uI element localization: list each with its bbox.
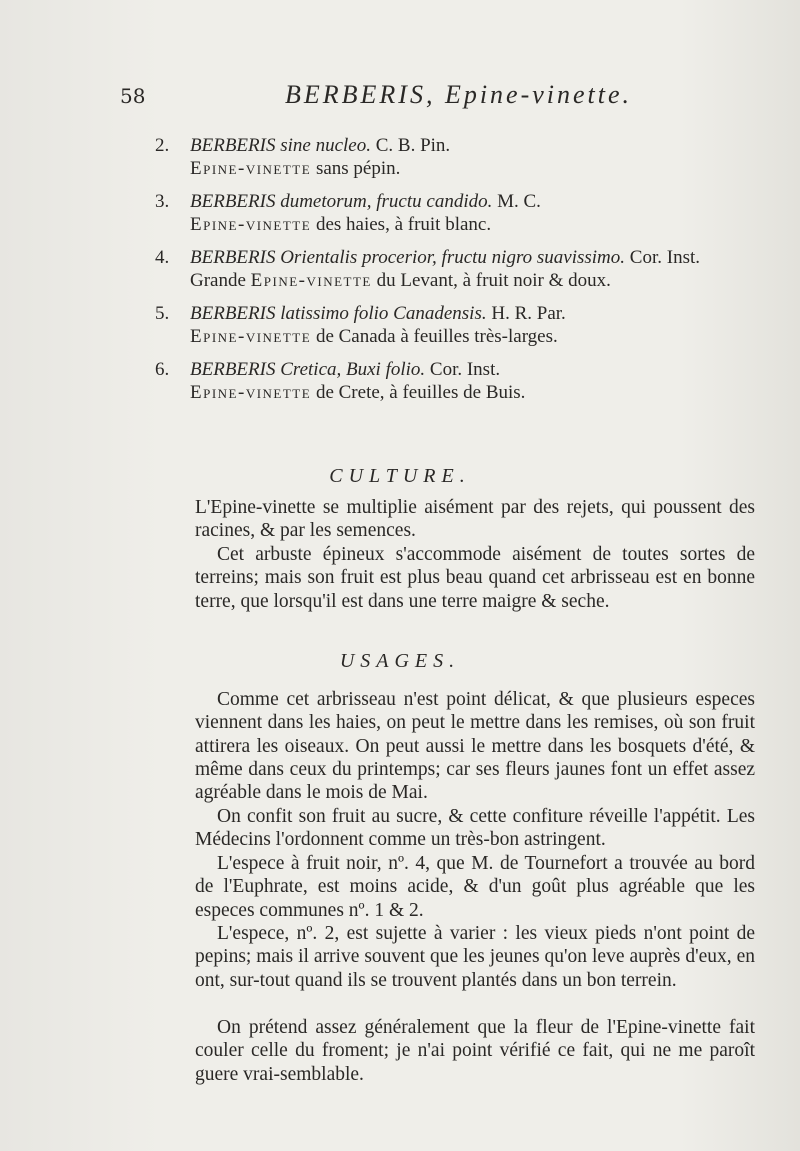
species-latin-name: BERBERIS sine nucleo. (190, 135, 371, 156)
species-author: M. C. (497, 191, 541, 212)
species-latin-name: BERBERIS dumetorum, fructu candido. (190, 191, 493, 212)
usages-paragraph-5: On prétend assez généralement que la fleur de l'Epine-vinette fait couler celle du froment; je n'ai point vérifié ce fait, qui ne me paroît guere vrai-semblable. (195, 1017, 755, 1085)
species-entry (155, 302, 750, 348)
page-number: 58 (120, 84, 146, 108)
species-entry (155, 190, 750, 236)
species-author: H. R. Par. (491, 303, 566, 324)
species-number: 3. (155, 191, 170, 212)
species-entry (155, 246, 750, 292)
species-number: 4. (155, 247, 170, 268)
species-french-name: Epine-vinette de Canada à feuilles très-larges. (190, 326, 558, 347)
species-list (155, 134, 750, 414)
species-entry (155, 134, 750, 180)
species-latin-name: BERBERIS Cretica, Buxi folio. (190, 359, 426, 380)
species-french-name: Epine-vinette des haies, à fruit blanc. (190, 214, 492, 235)
species-number: 6. (155, 359, 170, 380)
usages-paragraph-2: On confit son fruit au sucre, & cette confiture réveille l'appétit. Les Médecins l'ordonnent comme un très-bon astringent. (195, 806, 755, 851)
usages-paragraph-4: L'espece, nº. 2, est sujette à varier : les vieux pieds n'ont point de pepins; mais il arrive souvent que les jeunes qu'on leve auprès d'eux, en ont, sur-tout quand ils se trouvent plantés dans un bon terrein. (195, 923, 755, 991)
species-latin-name: BERBERIS Orientalis procerior, fructu nigro suavissimo. (190, 247, 626, 268)
species-author: Cor. Inst. (429, 359, 501, 380)
species-french-name: Epine-vinette de Crete, à feuilles de Buis. (190, 382, 526, 403)
usages-paragraph-1: Comme cet arbrisseau n'est point délicat, & que plusieurs especes viennent dans les haies, on peut le mettre dans les remises, où son fruit attirera les oiseaux. On peut aussi le mettre dans les bosquets d'été, & même dans ceux du printemps; car ses fleurs jaunes font un effet assez agréable dans le mois de Mai. (195, 689, 755, 804)
species-number: 2. (155, 135, 170, 156)
usages-heading: USAGES. (339, 650, 461, 672)
species-latin-name: BERBERIS latissimo folio Canadensis. (190, 303, 487, 324)
species-french-name: Grande Epine-vinette du Levant, à fruit noir & doux. (190, 270, 611, 291)
culture-paragraph-1: L'Epine-vinette se multiplie aisément par des rejets, qui poussent des racines, & par les semences. (195, 497, 755, 542)
species-author: C. B. Pin. (375, 135, 451, 156)
species-number: 5. (155, 303, 170, 324)
usages-paragraph-3: L'espece à fruit noir, nº. 4, que M. de Tournefort a trouvée au bord de l'Euphrate, est moins acide, & d'un goût plus agréable que les especes communes nº. 1 & 2. (195, 853, 755, 921)
running-title: BERBERIS, Epine-vinette. (285, 80, 633, 109)
species-french-name: Epine-vinette sans pépin. (190, 158, 401, 179)
species-author: Cor. Inst. (629, 247, 700, 268)
culture-paragraph-2: Cet arbuste épineux s'accommode aisément de toutes sortes de terreins; mais son fruit est plus beau quand cet arbrisseau est en bonne terre, que lorsqu'il est dans une terre maigre & seche. (195, 544, 755, 612)
page-header (120, 80, 740, 120)
species-entry (155, 358, 750, 404)
culture-heading: CULTURE. (329, 465, 471, 487)
